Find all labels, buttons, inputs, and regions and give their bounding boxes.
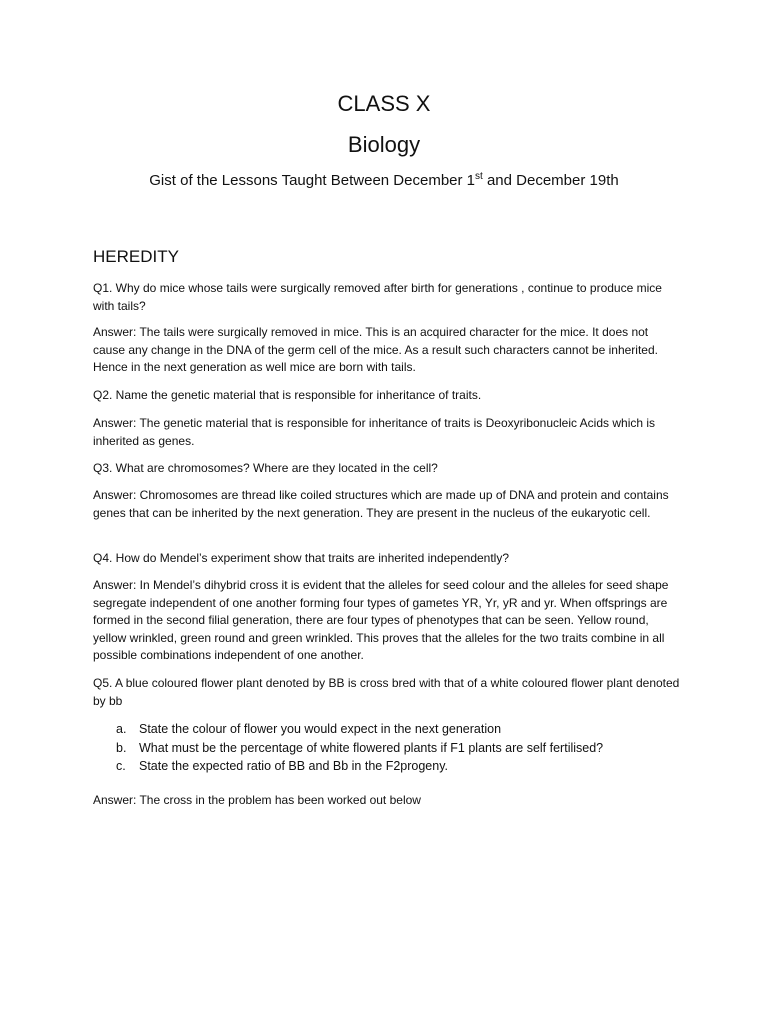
question-5-subparts — [93, 720, 693, 776]
answer-3: Answer: Chromosomes are thread like coiled structures which are made up of DNA and protein and contains genes that can be inherited by the next generation. They are present in the nucleus of the eukaryotic cell. — [93, 488, 669, 520]
class-title: CLASS X — [337, 91, 431, 116]
list-marker: b. — [116, 740, 127, 755]
list-item — [93, 739, 693, 758]
list-item-text: State the colour of flower you would expect in the next generation — [139, 722, 502, 736]
question-4: Q4. How do Mendel’s experiment show that traits are inherited independently? — [93, 551, 510, 565]
question-5: Q5. A blue coloured flower plant denoted by BB is cross bred with that of a white coloured flower plant denoted by bb — [93, 676, 680, 708]
gist-suffix: and December 19th — [482, 172, 619, 189]
list-item — [93, 720, 693, 739]
list-marker: c. — [116, 759, 126, 773]
gist-subtitle — [0, 171, 768, 191]
list-item-text: State the expected ratio of BB and Bb in the F2progeny. — [139, 759, 448, 773]
list-item — [93, 757, 693, 776]
gist-prefix: Gist of the Lessons Taught Between December 1 — [149, 172, 476, 189]
answer-4: Answer: In Mendel’s dihybrid cross it is evident that the alleles for seed colour and the alleles for seed shape segregate independent of one another forming four types of gametes YR, Yr, yR and yr. When offsprings are formed in the second filial generation, there are four types of phenotypes that can be seen. Yellow round, yellow wrinkled, green round and green wrinkled. This proves that the alleles for the two traits combine in all possible combinations independent of one another. — [93, 578, 669, 662]
gist-superscript: st — [475, 171, 483, 182]
list-marker: a. — [116, 722, 127, 736]
question-2: Q2. Name the genetic material that is responsible for inheritance of traits. — [93, 388, 482, 402]
question-3: Q3. What are chromosomes? Where are they located in the cell? — [93, 461, 438, 475]
question-1: Q1. Why do mice whose tails were surgically removed after birth for generations , continue to produce mice with tails? — [93, 281, 662, 313]
answer-2: Answer: The genetic material that is responsible for inheritance of traits is Deoxyribonucleic Acids which is inherited as genes. — [93, 416, 656, 448]
answer-5: Answer: The cross in the problem has been worked out below — [93, 793, 421, 807]
subject-title: Biology — [347, 132, 421, 157]
section-heading: HEREDITY — [93, 247, 179, 266]
list-item-text: What must be the percentage of white flowered plants if F1 plants are self fertilised? — [139, 740, 604, 755]
answer-1: Answer: The tails were surgically removed in mice. This is an acquired character for the mice. It does not cause any change in the DNA of the germ cell of the mice. As a result such characters cannot be inherited. Hence in the next generation as well mice are born with tails. — [93, 325, 658, 374]
